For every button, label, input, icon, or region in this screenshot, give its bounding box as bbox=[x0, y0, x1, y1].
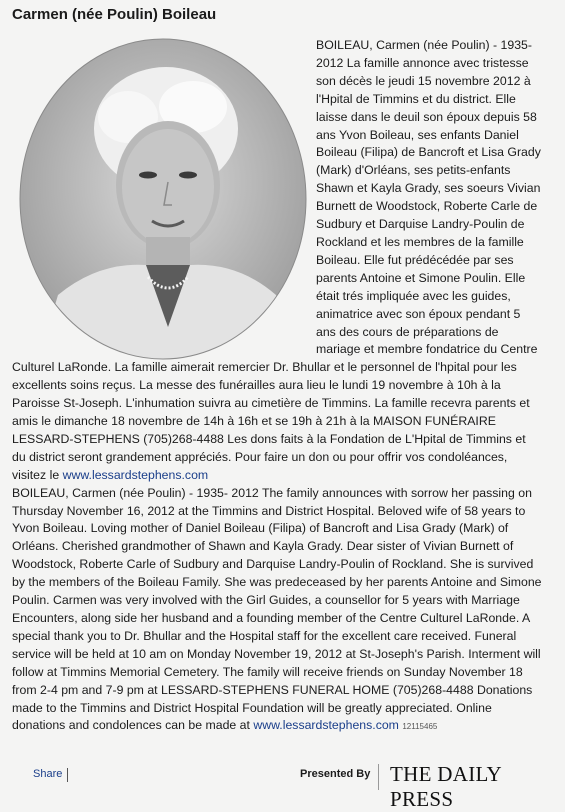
english-link[interactable]: www.lessardstephens.com bbox=[253, 718, 399, 733]
page-title: Carmen (née Poulin) Boileau bbox=[12, 6, 217, 23]
footer-divider bbox=[378, 764, 379, 790]
share-link[interactable]: Share bbox=[33, 768, 63, 780]
french-obituary: BOILEAU, Carmen (née Poulin) - 1935-2012 La famille annonce avec tristesse son décès le jeudi 15 novembre 2012 à l'Hpital de Timmins et du district. Elle laisse dans le deuil son époux depuis 58 ans Yvon Boileau, ses enfants Daniel Boileau (Filipa) de Bancroft et Lisa Grady (Mark) d'Orléans, ses petits-enfants Shawn et Kayla Grady, ses soeurs Vivian Burnett de Woodstock, Roberte Carle de Sudbury et Darquise Landry-Poulin de Rockland et les membres de la famille Boileau. Elle fut prédécédée par ses parents Antoine et Simone Poulin. Elle était trés impliquée avec les guides, animatrice avec son époux pendant 5 ans des cours de préparations de mariage et membre fondatrice du Centre Culturel LaRonde. La famille aimerait remercier Dr. Bhullar et le personnel de l'hpital pour les excellents soins reçus. La messe des funérailles aura lieu le lundi 19 novembre à 10h à la Paroisse St-Joseph. L'inhumation suivra au cimetière de Timmins. La famille recevra parents et amis le dimanche 18 novembre de 14h à 16h et se 19h à 21h à la MAISON FUNÉRAIRE LESSARD-STEPHENS (705)268-4488 Les dons faits à la Fondation de L'Hpital de Timmins et du district seront grandement appréciés. Pour faire un don ou pour offrir vos condoléances, visitez le bbox=[12, 38, 541, 482]
english-obituary: BOILEAU, Carmen (née Poulin) - 1935- 2012 The family announces with sorrow her passing on Thursday November 16, 2012 at the Timmins and District Hospital. Beloved wife of 58 years to Yvon Boileau. Loving mother of Daniel Boileau (Filipa) of Bancroft and Lisa Grady (Mark) of Orléans. Cherished grandmother of Shawn and Kayla Grady. Dear sister of Vivian Burnett of Woodstock, Roberte Carle of Sudbury and Darquise Landry-Poulin of Rockland. She is survived by the members of the Boileau Family. She was predeceased by her parents Antoine and Simone Poulin. Carmen was very involved with the Girl Guides, a counsellor for 5 years with Marriage Encounters, along side her husband and a founding member of the Centre Culturel LaRonde. A special thank you to Dr. Bhullar and the Hospital staff for the excellent care received. Funeral service will be held at 10 am on Monday November 19, 2012 at St-Joseph's Parish. Interment will follow at Timmins Memorial Cemetery. The family will receive friends on Sunday November 18 from 2-4 pm and 7-9 pm at LESSARD-STEPHENS FUNERAL HOME (705)268-4488 Donations made to the Timmins and District Hospital Foundation will be greatly appreciated. Online donations and condolences can be made at bbox=[12, 485, 542, 733]
presented-by-label: Presented By bbox=[300, 768, 371, 780]
share-divider bbox=[67, 768, 68, 782]
newspaper-logo: THE DAILY PRESS bbox=[390, 762, 502, 811]
footer bbox=[0, 756, 565, 811]
french-link[interactable]: www.lessardstephens.com bbox=[62, 467, 209, 482]
obituary-text bbox=[12, 37, 542, 736]
photo-spacer bbox=[12, 37, 316, 359]
reference-number: 12115465 bbox=[402, 722, 438, 732]
